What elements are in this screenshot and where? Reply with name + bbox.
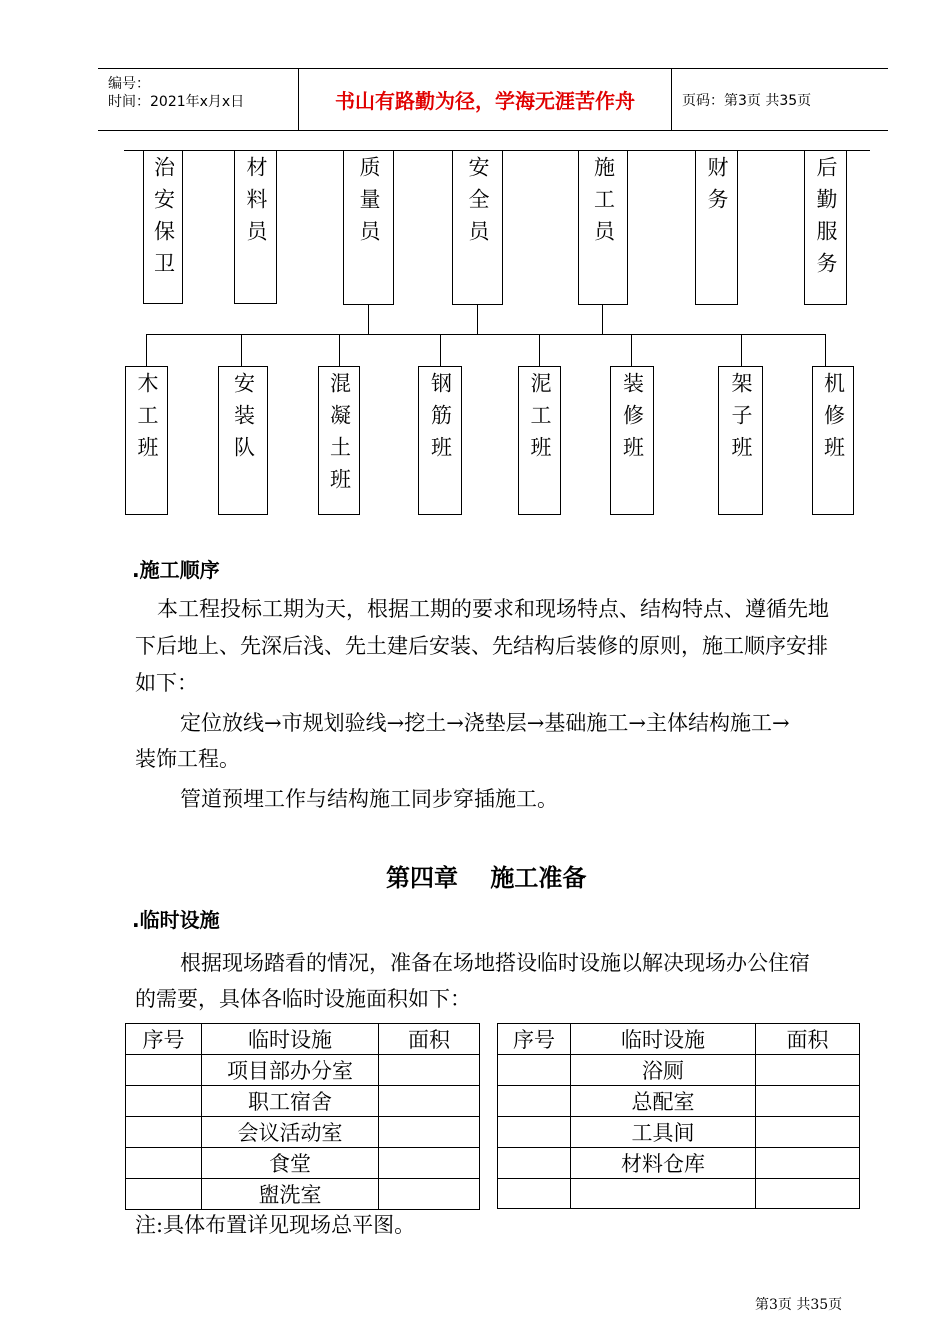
org-team-carpentry <box>125 366 168 515</box>
table-cell <box>379 1148 480 1179</box>
table-cell <box>498 1117 571 1148</box>
table-header-row <box>126 1024 480 1055</box>
org-team-scaffold <box>718 366 763 515</box>
table-row <box>498 1117 860 1148</box>
org-team-label: 木工班 <box>135 372 159 468</box>
table-row <box>126 1179 480 1210</box>
org-connector <box>440 334 441 366</box>
facility-table-left <box>125 1023 480 1210</box>
table-header-cell: 面积 <box>756 1024 860 1055</box>
org-box-label: 质量员 <box>357 156 381 252</box>
paragraph-line: 如下： <box>135 671 198 695</box>
table-header-cell: 序号 <box>498 1024 571 1055</box>
table-header-cell: 临时设施 <box>202 1024 379 1055</box>
paragraph-line: 管道预埋工作与结构施工同步穿插施工。 <box>180 787 558 811</box>
org-connector <box>146 334 147 366</box>
section-title-temporary: .临时设施 <box>132 908 220 932</box>
table-cell <box>126 1055 202 1086</box>
table-header-cell: 序号 <box>126 1024 202 1055</box>
org-box-label: 施工员 <box>591 156 616 252</box>
paragraph-line: 根据现场踏看的情况，准备在场地搭设临时设施以解决现场办公住宿 <box>180 951 810 975</box>
org-team-mechanic <box>812 366 854 515</box>
org-bus-line <box>146 334 826 335</box>
org-box-label: 治安保卫 <box>151 156 176 284</box>
org-team-label: 泥工班 <box>528 372 552 468</box>
table-cell <box>756 1086 860 1117</box>
org-team-label: 机修班 <box>821 372 846 468</box>
table-cell <box>126 1179 202 1210</box>
table-row <box>126 1117 480 1148</box>
org-connector <box>477 305 478 334</box>
org-connector <box>241 334 242 366</box>
table-cell: 食堂 <box>202 1148 379 1179</box>
time-label: 时间：2021年x月x日 <box>108 94 245 110</box>
org-team-label: 安装队 <box>231 372 256 468</box>
table-cell: 项目部办分室 <box>202 1055 379 1086</box>
org-connector <box>368 305 369 334</box>
table-cell <box>756 1179 860 1209</box>
org-connector <box>602 305 603 334</box>
org-team-label: 装修班 <box>620 372 645 468</box>
org-box-materials <box>234 150 277 304</box>
table-cell <box>498 1148 571 1179</box>
org-team-label: 架子班 <box>729 372 753 468</box>
table-row <box>126 1148 480 1179</box>
paragraph-line: 的需要，具体各临时设施面积如下： <box>135 987 471 1011</box>
table-cell <box>379 1086 480 1117</box>
table-cell <box>379 1179 480 1210</box>
table-header-row <box>498 1024 860 1055</box>
table-row <box>126 1055 480 1086</box>
table-row <box>498 1179 860 1209</box>
table-cell: 总配室 <box>571 1086 756 1117</box>
org-team-label: 混凝土班 <box>327 372 352 500</box>
table-cell <box>571 1179 756 1209</box>
org-team-label: 钢筋班 <box>428 372 453 468</box>
org-box-logistics <box>804 150 847 305</box>
org-team-masonry <box>518 366 561 515</box>
table-row <box>498 1086 860 1117</box>
org-box-finance <box>695 150 738 305</box>
table-cell <box>379 1055 480 1086</box>
header-page-info: 页码：第3页 共35页 <box>682 92 812 109</box>
table-cell <box>756 1148 860 1179</box>
org-box-construction <box>578 150 628 305</box>
org-team-install <box>218 366 268 515</box>
table-cell: 盥洗室 <box>202 1179 379 1210</box>
table-cell <box>756 1055 860 1086</box>
table-cell: 浴厕 <box>571 1055 756 1086</box>
table-note: 注:具体布置详见现场总平图。 <box>135 1213 416 1237</box>
table-cell: 材料仓库 <box>571 1148 756 1179</box>
org-team-concrete <box>318 366 360 515</box>
org-team-rebar <box>418 366 462 515</box>
org-connector <box>825 334 826 366</box>
org-connector <box>631 334 632 366</box>
org-box-security <box>143 150 183 304</box>
table-cell <box>756 1117 860 1148</box>
flow-line: 装饰工程。 <box>135 747 240 771</box>
flow-line: 定位放线→市规划验线→挖土→浇垫层→基础施工→主体结构施工→ <box>180 711 790 735</box>
table-header-cell: 临时设施 <box>571 1024 756 1055</box>
chapter-title: 第四章 施工准备 <box>386 864 587 892</box>
org-team-decoration <box>610 366 654 515</box>
table-row <box>498 1148 860 1179</box>
table-cell <box>126 1117 202 1148</box>
table-cell <box>379 1117 480 1148</box>
table-cell <box>498 1055 571 1086</box>
table-cell <box>498 1179 571 1209</box>
paragraph-line: 下后地上、先深后浅、先土建后安装、先结构后装修的原则，施工顺序安排 <box>135 634 828 658</box>
org-box-label: 后勤服务 <box>814 156 838 284</box>
paragraph-line: 本工程投标工期为天，根据工期的要求和现场特点、结构特点、遵循先地 <box>157 597 829 621</box>
org-box-label: 材料员 <box>244 156 268 252</box>
table-cell <box>126 1148 202 1179</box>
table-row <box>126 1086 480 1117</box>
org-connector <box>539 334 540 366</box>
table-cell <box>126 1086 202 1117</box>
org-box-quality <box>343 150 394 305</box>
table-cell <box>498 1086 571 1117</box>
facility-table-right <box>497 1023 860 1209</box>
table-cell: 工具间 <box>571 1117 756 1148</box>
org-connector <box>339 334 340 366</box>
table-cell: 会议活动室 <box>202 1117 379 1148</box>
serial-label: 编号： <box>108 76 150 92</box>
page-footer: 第3页 共35页 <box>755 1297 843 1313</box>
table-header-cell: 面积 <box>379 1024 480 1055</box>
org-chart <box>0 0 950 540</box>
header-motto: 书山有路勤为径，学海无涯苦作舟 <box>299 69 672 130</box>
org-connector <box>741 334 742 366</box>
table-row <box>498 1055 860 1086</box>
table-cell: 职工宿舍 <box>202 1086 379 1117</box>
org-box-safety <box>452 150 503 305</box>
org-box-label: 安全员 <box>466 156 490 252</box>
org-box-label: 财务 <box>705 156 729 220</box>
section-title-sequence: .施工顺序 <box>132 558 220 582</box>
